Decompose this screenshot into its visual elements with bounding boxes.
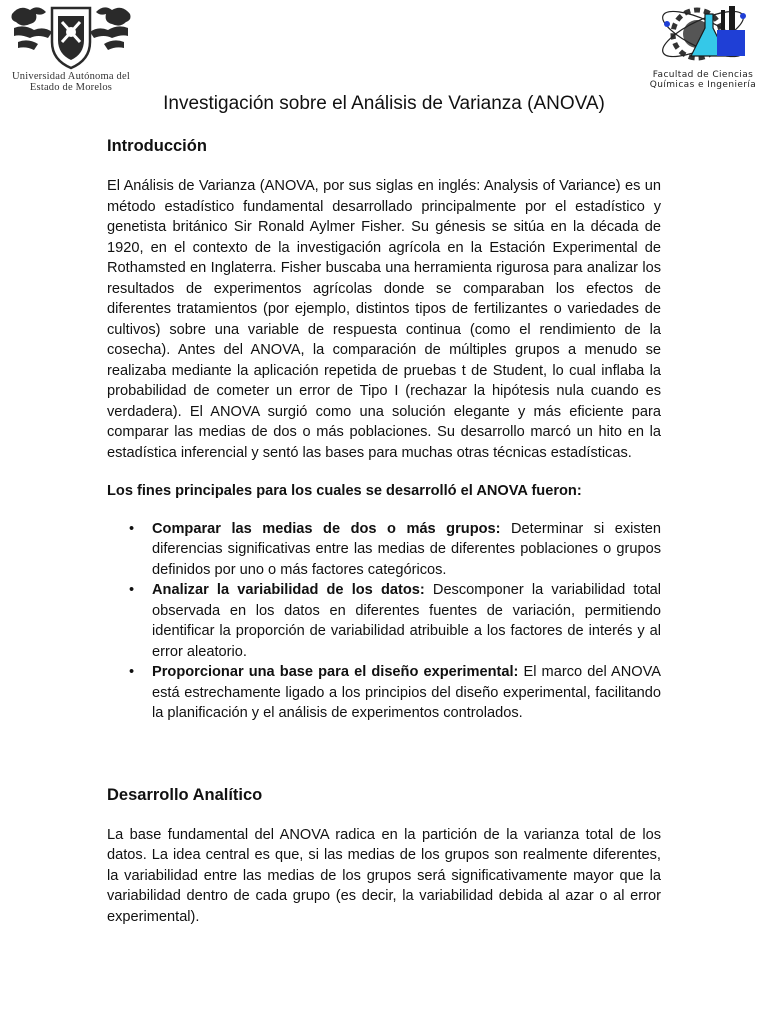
faculty-logo [642,0,764,90]
aim-text: El marco del ANOVA está estrechamente ligado a los principios del diseño experimental, facilitando la planificación y el análisis de experimentos controlados. [152,664,661,721]
intro-paragraph: El Análisis de Varianza (ANOVA, por sus siglas en inglés: Analysis of Variance) es un método estadístico fundamental desarrollado principalmente por el estadístico y genetista británico Sir Ronald Aylmer Fisher. Su génesis se sitúa en la década de 1920, en el contexto de la investigación agrícola en la Estación Experimental de Rothamsted en Inglaterra. Fisher buscaba una herramienta rigurosa para analizar los resultados de experimentos agrícolas donde se comparaban los efectos de diferentes tratamientos (por ejemplo, distintos tipos de fertilizantes o variedades de cultivos) sobre una variable de respuesta continua (como el rendimiento de la cosecha). Antes del ANOVA, la comparación de múltiples grupos a menudo se realizaba mediante la aplicación repetida de pruebas t de Student, lo cual inflaba la probabilidad de cometer un error de Tipo I (rechazar la hipótesis nula cuando es verdadera). El ANOVA surgió como una solución elegante y más eficiente para comparar las medias de dos o más poblaciones. Su desarrollo marcó un hito en la estadística inferencial y sentó las bases para muchas otras técnicas estadísticas. [107,178,661,461]
uaem-crest-icon [8,2,134,70]
list-item [129,662,661,724]
aim-title: Proporcionar una base para el diseño experimental: [152,664,519,680]
university-name-line-2: Estado de Morelos [29,82,113,93]
aim-text: Determinar si existen diferencias significativas entre las medias de diferentes poblaciones o grupos definidos por uno o más factores categóricos. [152,520,661,578]
university-logo [0,2,142,93]
fines-heading: Los fines principales para los cuales se desarrolló el ANOVA fueron: [107,483,582,499]
aim-title: Analizar la variabilidad de los datos: [152,582,425,598]
analytic-paragraph: La base fundamental del ANOVA radica en la partición de la varianza total de los datos. La idea central es que, si las medias de los grupos son realmente diferentes, la variabilidad entre las medias de los grupos será significativamente mayor que la variabilidad dentro de cada grupo (es decir, la variabilidad debida al azar o al error experimental). [107,826,661,925]
bullet-icon: • [129,664,135,680]
faculty-name-line-1: Facultad de Ciencias [652,70,754,80]
list-item [129,519,661,581]
document-body [107,135,661,927]
analytic-heading: Desarrollo Analítico [107,785,263,804]
bullet-icon: • [129,520,135,537]
list-item [129,580,661,662]
aims-list [107,519,661,724]
bullet-icon: • [129,582,135,598]
chemistry-flask-gear-icon [653,0,753,70]
document-title: Investigación sobre el Análisis de Varianza (ANOVA) [163,93,605,114]
intro-heading: Introducción [107,137,207,155]
aim-title: Comparar las medias de dos o más grupos: [152,520,501,537]
faculty-name-line-2: Químicas e Ingeniería [649,80,757,90]
aim-text: Descomponer la variabilidad total observada en los datos en diferentes fuentes de variación, permitiendo identificar la proporción de variabilidad atribuible a los factores de interés y al error aleatorio. [152,582,661,660]
faculty-name [642,70,764,90]
university-name-line-1: Universidad Autónoma del [12,71,130,82]
university-name [0,71,142,93]
